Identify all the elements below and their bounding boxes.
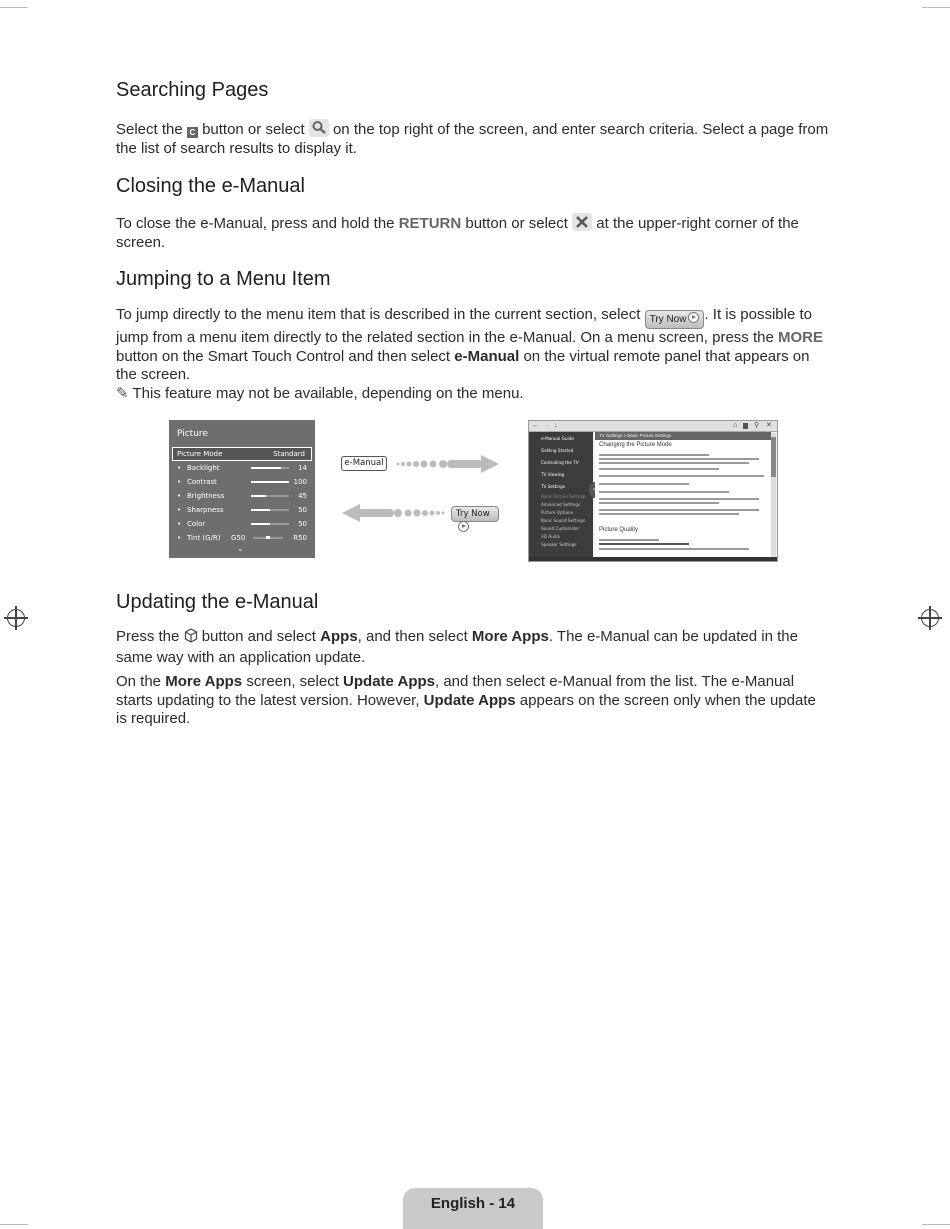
section-title-closing: Closing the e-Manual [116,175,305,197]
menu-row: • Contrast 100 [177,478,307,486]
note: ✎ This feature may not be available, depending on the menu. [116,385,524,402]
level-bar [251,523,289,525]
updating-paragraph-1: Press the button and select Apps, and then select More Apps. The e-Manual can be updated in the same way with an application update. [116,628,798,666]
level-fill [251,509,270,511]
menu-row: • Backlight 14 [177,464,307,472]
selected-menu-row: Picture Mode Standard [172,447,312,461]
e-manual-tag: e-Manual [341,456,387,471]
sidebar-item: TV Viewing [541,472,565,477]
level-bar [251,509,289,511]
menu-row: • Sharpness 50 [177,506,307,514]
c-key-icon: C [187,127,198,138]
level-fill [251,495,266,497]
collapse-handle-icon: ‹ [589,482,599,498]
jumping-paragraph: To jump directly to the menu item that is described in the current section, select Try Now . It is possible to jump from a menu item directly to the related section in the e-Manual. On a menu screen, press the MORE button on the Smart Touch Control and then select e-Manual on the virtual remote panel that appears on the screen. [116,306,823,384]
registration-mark-right [921,609,939,627]
try-now-button-icon: Try Now [645,310,705,329]
play-icon [458,521,469,532]
updating-paragraph-2: On the More Apps screen, select Update Apps, and then select e-Manual from the list. The e-Manual starts updating to the latest version. However, Update Apps appears on the screen only when the update is required. [116,673,816,728]
chevron-down-icon: ⌄ [237,544,244,553]
sidebar-item: Controlling the TV [541,460,579,465]
e-manual-screen-image [528,420,778,562]
search-icon [309,119,329,137]
sidebar-subitem: Basic Sound Settings [541,518,586,523]
index-icon [743,423,748,429]
e-manual-content: TV Settings > Basic Picture Settings Changing the Picture Mode Picture Quality [595,432,771,561]
level-bar [251,481,289,483]
level-fill [251,523,270,525]
crop-mark [0,1224,28,1225]
arrow-left-graphic [340,503,446,523]
scrollbar [771,433,776,559]
sidebar-subitem: Basic Picture Settings [541,494,587,499]
play-icon [688,312,699,323]
sidebar-subitem: Advanced Settings [541,502,581,507]
sidebar-item: Getting Started [541,448,574,453]
level-bar [251,495,289,497]
sidebar-subitem: Sound Customizer [541,526,580,531]
forward-icon: → [543,422,550,429]
e-manual-sidebar [529,432,593,561]
tv-picture-menu-image [169,420,315,558]
close-icon: ✕ [766,422,772,429]
e-manual-topbar [529,421,777,432]
arrow-right-graphic [395,454,501,474]
level-bar [251,467,289,469]
home-icon: ⌂ [733,422,738,429]
try-now-tag: Try Now [451,506,499,521]
section-title-jumping: Jumping to a Menu Item [116,268,331,290]
menu-row: • Color 50 [177,520,307,528]
crop-mark [0,7,28,8]
section-title-updating: Updating the e-Manual [116,591,319,613]
back-icon: ← [532,422,539,429]
sidebar-item: e-Manual Guide [541,436,574,441]
sidebar-subitem: 3D Audio [541,534,561,539]
crop-mark [922,1224,950,1225]
level-fill [251,467,281,469]
smart-hub-icon [184,628,198,649]
menu-title: Picture [177,429,208,439]
level-fill [251,481,289,483]
page-number-footer: English - 14 [403,1188,543,1229]
search-icon: ⚲ [754,422,760,429]
section-title-searching: Searching Pages [116,79,269,101]
menu-row: • Brightness 45 [177,492,307,500]
closing-paragraph: To close the e-Manual, press and hold the RETURN button or select at the upper-right corner of the screen. [116,215,799,251]
close-icon [572,213,592,231]
down-icon: ↓ [554,422,558,429]
sidebar-subitem: Speaker Settings [541,542,577,547]
registration-mark-left [7,609,25,627]
crop-mark [922,7,950,8]
pencil-note-icon: ✎ [116,385,129,402]
sidebar-item: TV Settings [541,484,565,489]
sidebar-subitem: Picture Options [541,510,573,515]
searching-paragraph: Select the C button or select on the top right of the screen, and enter search criteria. Select a page from the list of search results to display it. [116,121,829,157]
menu-row-tint: • Tint (G/R) G50 R50 [177,534,307,542]
